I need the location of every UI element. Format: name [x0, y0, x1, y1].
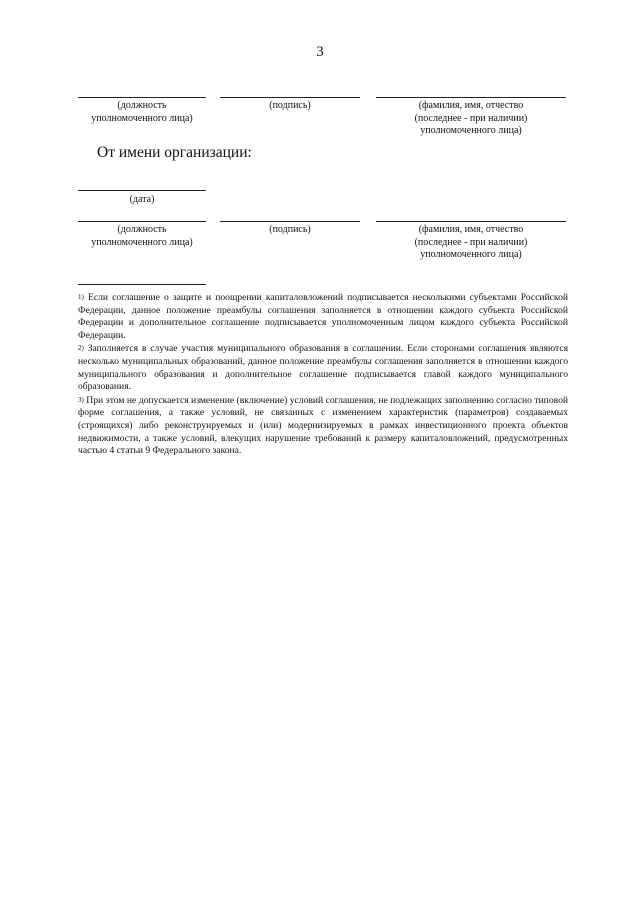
signature-caption-2: (подпись) — [269, 224, 311, 235]
footnote-separator — [78, 284, 206, 285]
date-line — [78, 190, 206, 191]
footnote-mark: 1) — [78, 293, 84, 301]
footnote-mark: 2) — [78, 344, 84, 353]
signature-line-1 — [220, 97, 360, 98]
page-number: 3 — [316, 44, 324, 60]
footnote-2 — [78, 343, 568, 393]
position-line-2 — [78, 221, 206, 222]
position-line-1 — [78, 97, 206, 98]
name-caption-2: (фамилия, имя, отчество (последнее - при наличии) уполномоченного лица) — [414, 224, 528, 260]
signature-line-2 — [220, 221, 360, 222]
footnote-mark: 3) — [78, 395, 84, 404]
footnote-text: Если соглашение о защите и поощрении капиталовложений подписывается несколькими субъектами Российской Федерации, данное положение преамбулы соглашения заполняется в отношении каждого субъекта Российской Федерации и дополнительное соглашение подписывается уполномоченным лицом каждого субъекта Российской Федерации. — [78, 292, 569, 341]
name-line-2 — [376, 221, 566, 222]
position-caption-2: (должность уполномоченного лица) — [91, 224, 193, 248]
footnotes — [78, 292, 568, 459]
position-caption-1: (должность уполномоченного лица) — [91, 100, 193, 124]
footnote-text: При этом не допускается изменение (включение) условий соглашения, не подлежащих заполнению согласно типовой форме соглашения, а также условий, не связанных с изменением характеристик (параметров) создаваемых (строящихся) либо реконструируемых и (или) модернизируемых в рамках инвестиционного проекта объектов недвижимости, а также условий, влекущих нарушение требований к размеру капиталовложений, предусмотренных частью 4 статьи 9 Федерального закона. — [78, 394, 569, 457]
date-caption: (дата) — [129, 194, 155, 205]
name-line-1 — [376, 97, 566, 98]
signature-caption-1: (подпись) — [269, 100, 311, 111]
organization-heading: От имени организации: — [97, 144, 252, 161]
footnote-1 — [78, 292, 568, 342]
footnote-3 — [78, 395, 568, 458]
name-caption-1: (фамилия, имя, отчество (последнее - при наличии) уполномоченного лица) — [414, 100, 528, 136]
footnote-text: Заполняется в случае участия муниципального образования в соглашении. Если сторонами соглашения являются несколько муниципальных образований, данное положение преамбулы соглашения заполняется в отношении каждого муниципального образования и дополнительное соглашение подписывается главой каждого муниципального образования. — [78, 343, 568, 393]
